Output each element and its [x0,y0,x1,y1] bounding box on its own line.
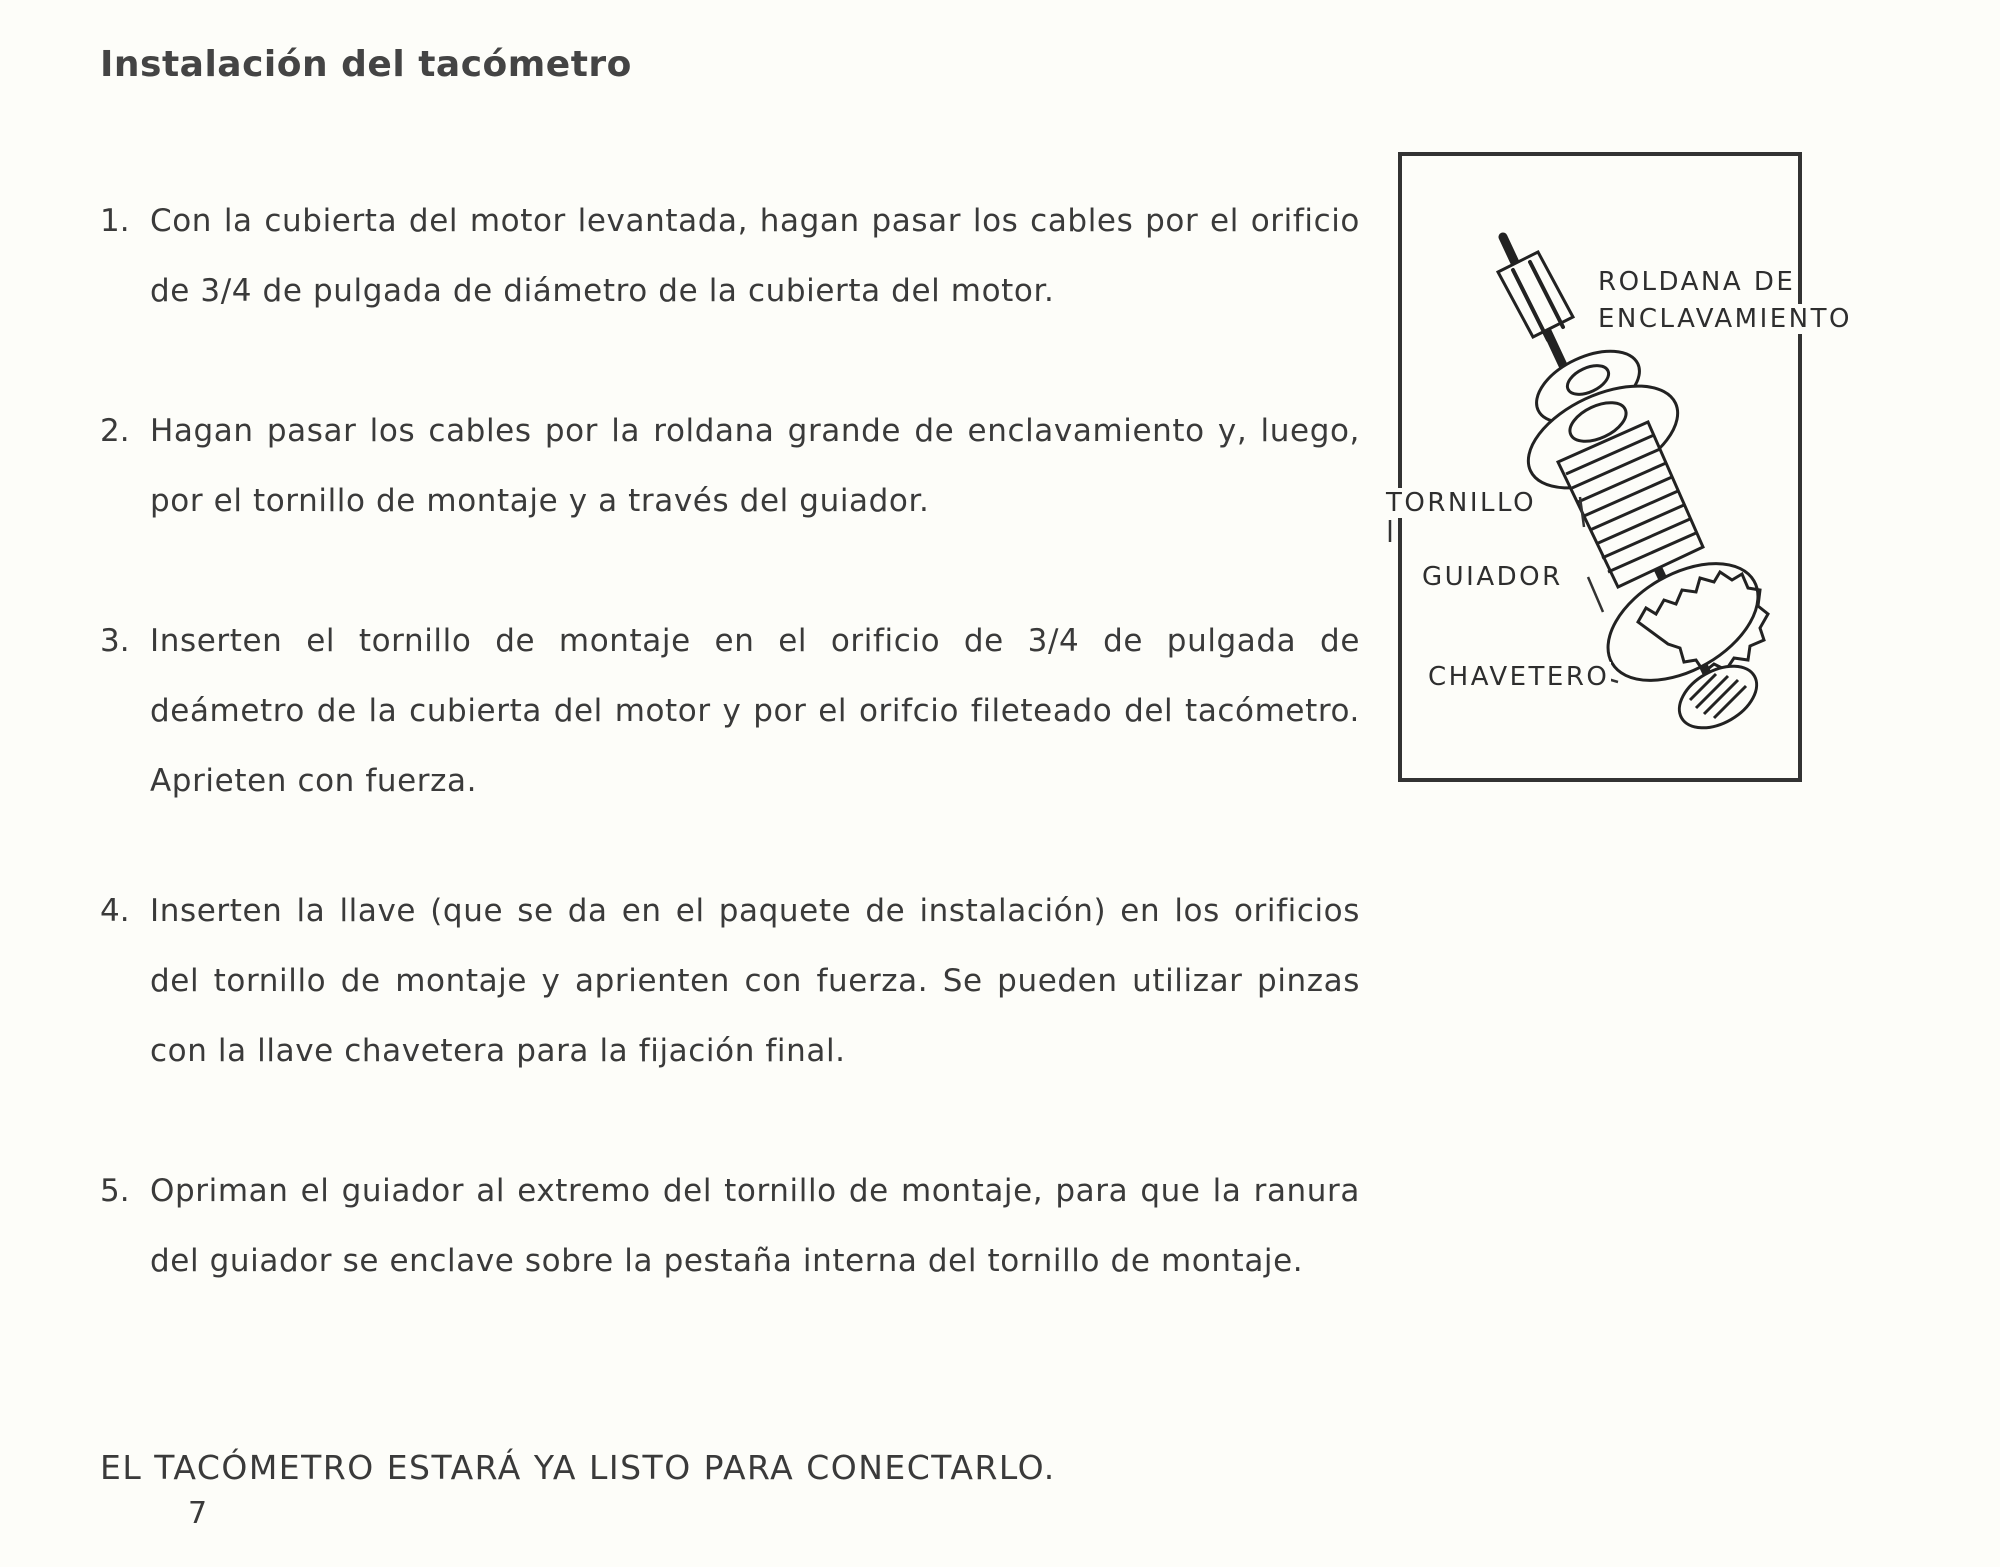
assembly-illustration [1386,152,1852,782]
label-screw: TORNILLO [1386,488,1537,518]
instruction-step-3 [100,606,1360,816]
step-text: Inserten el tornillo de montaje en el orificio de 3/4 de pulgada de deámetro de la cubierta del motor y por el orifcio fileteado del tacómetro. Aprieten con fuerza. [150,623,1360,799]
label-keyway: CHAVETERO [1428,662,1610,692]
instruction-step-2 [100,396,1360,536]
step-number: 5. [100,1173,130,1209]
step-text: Con la cubierta del motor levantada, hagan pasar los cables por el orificio de 3/4 de pulgada de diámetro de la cubierta del motor. [150,203,1360,309]
step-text: Inserten la llave (que se da en el paquete de instalación) en los orificios del tornillo de montaje y aprienten con fuerza. Se pueden utilizar pinzas con la llave chavetera para la fijación final. [150,893,1360,1069]
label-lock-washer-line2: ENCLAVAMIENTO [1598,304,1852,334]
step-number: 1. [100,203,130,239]
instruction-step-4 [100,876,1360,1086]
instruction-step-1 [100,186,1360,326]
label-guide: GUIADOR [1422,562,1563,592]
step-number: 3. [100,623,130,659]
step-number: 2. [100,413,130,449]
closing-statement: EL TACÓMETRO ESTARÁ YA LISTO PARA CONECTARLO. [100,1448,1056,1487]
page-title: Instalación del tacómetro [100,44,632,85]
page-number: 7 [188,1496,208,1531]
step-text: Opriman el guiador al extremo del tornillo de montaje, para que la ranura del guiador se enclave sobre la pestaña interna del tornillo de montaje. [150,1173,1360,1279]
step-number: 4. [100,893,130,929]
instruction-step-5 [100,1156,1360,1296]
step-text: Hagan pasar los cables por la roldana grande de enclavamiento y, luego, por el tornillo de montaje y a través del guiador. [150,413,1360,519]
label-lock-washer-line1: ROLDANA DE [1598,267,1796,297]
